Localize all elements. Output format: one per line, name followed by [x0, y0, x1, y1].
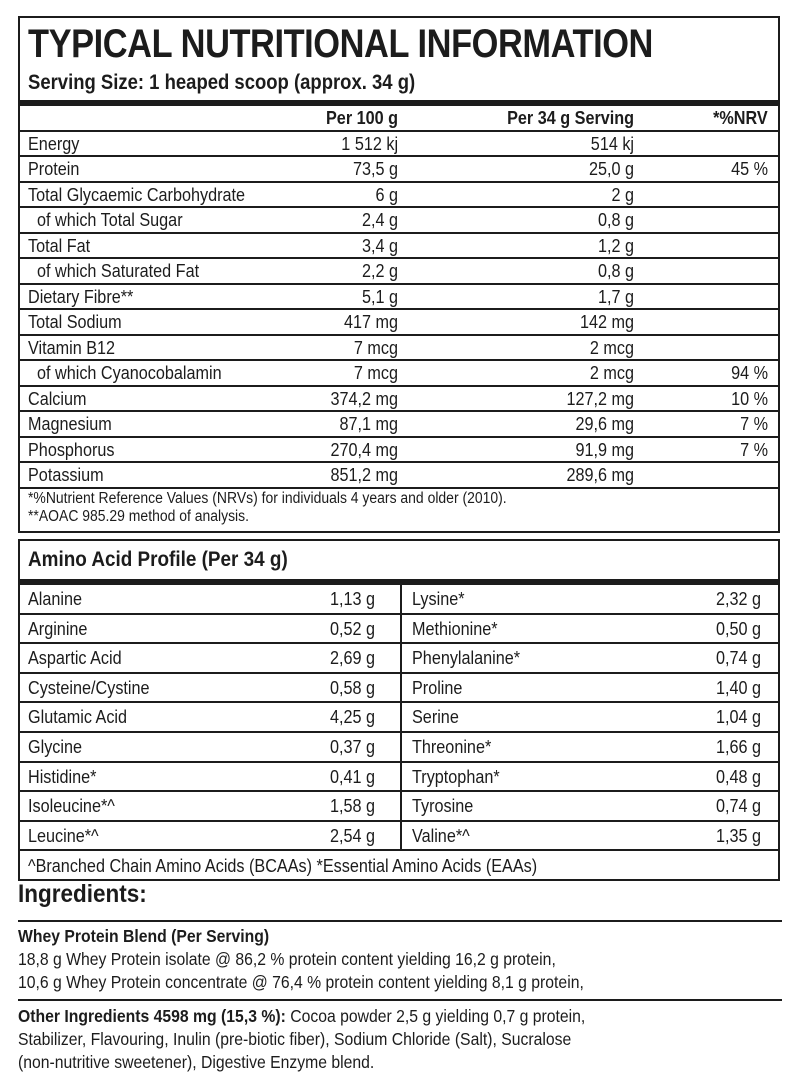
- nutrition-row: [20, 310, 778, 336]
- per100-value: 7 mcg: [353, 363, 398, 383]
- nutrition-row: [20, 285, 778, 311]
- amino-table: [20, 585, 778, 851]
- amino-name: Histidine*: [28, 766, 97, 787]
- per100-value: 7 mcg: [353, 337, 398, 358]
- per34-value: 0,8 g: [597, 210, 634, 230]
- amino-row: [20, 615, 778, 645]
- column-divider: [400, 615, 402, 645]
- amino-name: Aspartic Acid: [28, 648, 122, 669]
- amino-value: 0,48 g: [715, 766, 761, 787]
- amino-value: 1,04 g: [715, 707, 761, 728]
- column-divider: [400, 585, 402, 615]
- whey-blend-line: 18,8 g Whey Protein isolate @ 86,2 % protein content yielding 16,2 g protein,: [18, 949, 556, 969]
- serving-size: Serving Size: 1 heaped scoop (approx. 34 g): [28, 71, 416, 94]
- other-ingredients-line: Stabilizer, Flavouring, Inulin (pre-biotic fiber), Sodium Chloride (Salt), Sucralose: [18, 1029, 572, 1049]
- nutrient-name: Total Fat: [28, 235, 91, 256]
- nutrient-name: Magnesium: [28, 414, 112, 434]
- amino-value: 2,32 g: [715, 589, 761, 609]
- nutrition-facts-panel: [18, 16, 780, 533]
- amino-value: 1,58 g: [329, 796, 375, 817]
- per100-value: 5,1 g: [361, 286, 398, 307]
- nutrient-name: Vitamin B12: [28, 337, 116, 358]
- per100-value: 2,4 g: [361, 210, 398, 230]
- amino-row: [20, 644, 778, 674]
- amino-name: Glutamic Acid: [28, 707, 128, 728]
- nutrient-name: Total Sodium: [28, 312, 122, 332]
- footnote-nrv: *%Nutrient Reference Values (NRVs) for individuals 4 years and older (2010).: [28, 490, 507, 507]
- per34-value: 1,7 g: [597, 286, 634, 307]
- column-divider: [400, 674, 402, 704]
- amino-name: Isoleucine*^: [28, 796, 115, 817]
- amino-value: 2,69 g: [329, 648, 375, 669]
- per100-value: 417 mg: [343, 312, 398, 332]
- nrv-value: 7 %: [740, 414, 768, 434]
- amino-row: [20, 674, 778, 704]
- nutrition-row: [20, 132, 778, 158]
- whey-blend-line: 10,6 g Whey Protein concentrate @ 76,4 % protein content yielding 8,1 g protein,: [18, 972, 584, 992]
- other-ingredients-section: [18, 1005, 585, 1074]
- nutrient-name: Energy: [28, 133, 80, 154]
- per100-value: 374,2 mg: [330, 388, 398, 409]
- amino-name: Lysine*: [412, 589, 465, 609]
- other-ingredients-text: Cocoa powder 2,5 g yielding 0,7 g protein,: [285, 1006, 586, 1026]
- nrv-value: 7 %: [740, 439, 768, 460]
- column-divider: [400, 733, 402, 763]
- per34-value: 25,0 g: [588, 159, 634, 179]
- whey-blend-heading: Whey Protein Blend (Per Serving): [18, 926, 270, 946]
- amino-value: 2,54 g: [329, 825, 375, 846]
- amino-value: 0,58 g: [329, 677, 375, 698]
- column-divider: [400, 644, 402, 674]
- nutrient-name: Protein: [28, 159, 80, 179]
- column-divider: [400, 822, 402, 852]
- column-header-nrv: *%NRV: [713, 108, 768, 128]
- nutrient-name: of which Total Sugar: [37, 210, 183, 230]
- amino-value: 1,13 g: [329, 589, 375, 609]
- amino-name: Serine: [412, 707, 459, 728]
- amino-row: [20, 733, 778, 763]
- column-divider: [400, 763, 402, 793]
- other-ingredients-line: (non-nutritive sweetener), Digestive Enzyme blend.: [18, 1052, 375, 1072]
- nutrition-row: [20, 234, 778, 260]
- other-ingredients-line: [18, 1005, 585, 1028]
- amino-name: Threonine*: [412, 736, 492, 757]
- panel-title: TYPICAL NUTRITIONAL INFORMATION: [28, 22, 653, 66]
- per100-value: 2,2 g: [361, 261, 398, 281]
- nutrition-table: [20, 106, 778, 489]
- nutrient-name: Phosphorus: [28, 439, 115, 460]
- column-divider: [400, 792, 402, 822]
- nutrient-name: Dietary Fibre**: [28, 286, 134, 307]
- per100-value: 3,4 g: [361, 235, 398, 256]
- per100-value: 73,5 g: [352, 159, 398, 179]
- amino-row: [20, 792, 778, 822]
- amino-name: Leucine*^: [28, 825, 99, 846]
- amino-name: Tyrosine: [412, 796, 474, 817]
- nutrition-row: [20, 463, 778, 489]
- column-divider: [400, 703, 402, 733]
- amino-name: Tryptophan*: [412, 766, 500, 787]
- per34-value: 91,9 mg: [575, 439, 634, 460]
- per34-value: 289,6 mg: [566, 465, 634, 485]
- nutrient-name: of which Cyanocobalamin: [37, 363, 222, 383]
- amino-row: [20, 585, 778, 615]
- nutrient-name: Calcium: [28, 388, 87, 409]
- nutrition-row: [20, 183, 778, 209]
- amino-row: [20, 822, 778, 852]
- amino-value: 0,74 g: [715, 796, 761, 817]
- amino-value: 4,25 g: [329, 707, 375, 728]
- ingredients-rule: [18, 999, 782, 1001]
- amino-name: Valine*^: [412, 825, 470, 846]
- nutrition-row: [20, 157, 778, 183]
- per34-value: 29,6 mg: [575, 414, 634, 434]
- per34-value: 127,2 mg: [566, 388, 634, 409]
- nutrient-name: Total Glycaemic Carbohydrate: [28, 184, 245, 205]
- nutrition-table-header: [20, 106, 778, 132]
- amino-row: [20, 763, 778, 793]
- nutrient-name: of which Saturated Fat: [37, 261, 200, 281]
- amino-value: 0,50 g: [715, 618, 761, 639]
- column-header-per100: Per 100 g: [325, 108, 398, 128]
- amino-row: [20, 703, 778, 733]
- per100-value: 270,4 mg: [330, 439, 398, 460]
- nutrition-footnotes: [28, 490, 507, 526]
- amino-value: 0,52 g: [329, 618, 375, 639]
- ingredients-rule: [18, 920, 782, 922]
- per100-value: 6 g: [375, 184, 398, 205]
- amino-name: Phenylalanine*: [412, 648, 521, 669]
- other-ingredients-heading: Other Ingredients 4598 mg (15,3 %):: [18, 1006, 286, 1026]
- nutrition-row: [20, 259, 778, 285]
- nutrition-row: [20, 336, 778, 362]
- nrv-value: 10 %: [731, 388, 768, 409]
- per34-value: 1,2 g: [597, 235, 634, 256]
- nutrition-row: [20, 387, 778, 413]
- amino-name: Alanine: [28, 589, 83, 609]
- amino-value: 1,66 g: [715, 736, 761, 757]
- per100-value: 851,2 mg: [330, 465, 398, 485]
- amino-footnote: ^Branched Chain Amino Acids (BCAAs) *Essential Amino Acids (EAAs): [28, 856, 538, 876]
- amino-name: Glycine: [28, 736, 83, 757]
- nutrition-row: [20, 412, 778, 438]
- per100-value: 1 512 kj: [341, 133, 398, 154]
- whey-blend-section: [18, 925, 584, 994]
- footnote-aoac: **AOAC 985.29 method of analysis.: [28, 508, 250, 525]
- nutrition-row: [20, 361, 778, 387]
- per34-value: 142 mg: [579, 312, 634, 332]
- amino-value: 0,41 g: [329, 766, 375, 787]
- amino-name: Proline: [412, 677, 463, 698]
- per34-value: 0,8 g: [597, 261, 634, 281]
- amino-name: Methionine*: [412, 618, 498, 639]
- ingredients-title: Ingredients:: [18, 880, 147, 908]
- per34-value: 2 g: [611, 184, 634, 205]
- amino-value: 0,37 g: [329, 736, 375, 757]
- amino-value: 1,35 g: [715, 825, 761, 846]
- amino-name: Arginine: [28, 618, 88, 639]
- amino-acid-panel: [18, 539, 780, 881]
- per34-value: 2 mcg: [589, 363, 634, 383]
- nutrition-row: [20, 208, 778, 234]
- amino-value: 1,40 g: [715, 677, 761, 698]
- per100-value: 87,1 mg: [339, 414, 398, 434]
- per34-value: 2 mcg: [589, 337, 634, 358]
- column-header-per34: Per 34 g Serving: [507, 108, 634, 128]
- amino-title: Amino Acid Profile (Per 34 g): [28, 548, 288, 571]
- amino-name: Cysteine/Cystine: [28, 677, 150, 698]
- nrv-value: 94 %: [731, 363, 768, 383]
- amino-value: 0,74 g: [715, 648, 761, 669]
- nutrient-name: Potassium: [28, 465, 104, 485]
- nrv-value: 45 %: [731, 159, 768, 179]
- per34-value: 514 kj: [590, 133, 634, 154]
- nutrition-row: [20, 438, 778, 464]
